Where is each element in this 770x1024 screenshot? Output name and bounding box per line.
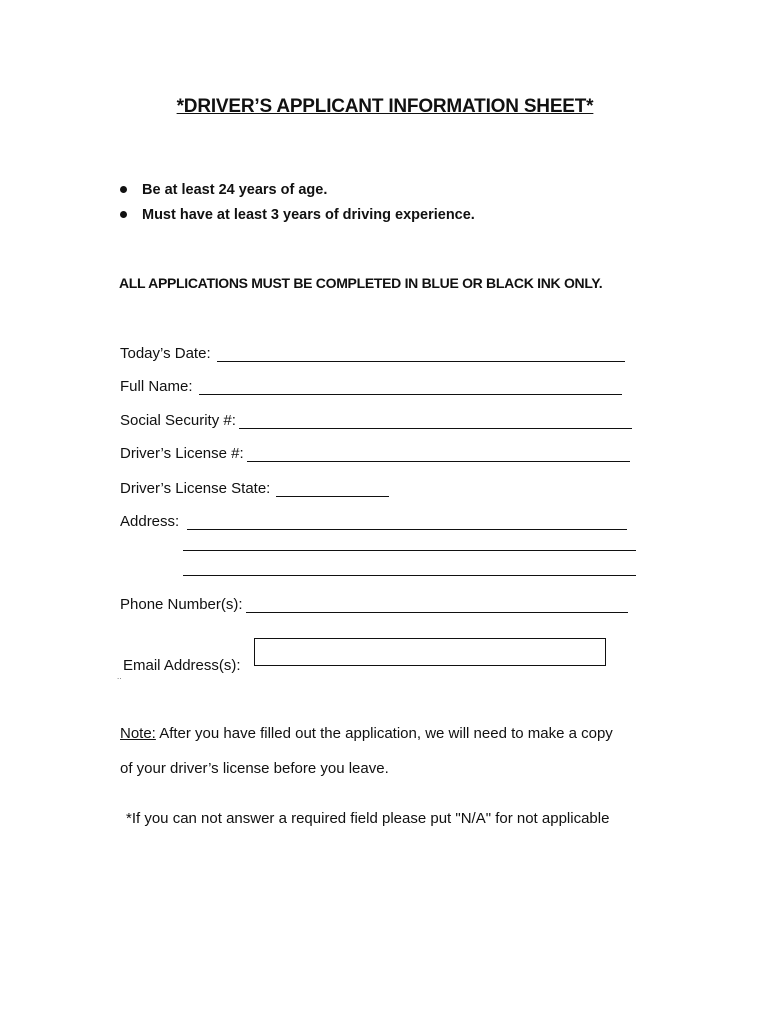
- note-line-1: [120, 725, 613, 742]
- address-field-line-1[interactable]: [187, 513, 627, 530]
- bullet-icon: [120, 186, 127, 193]
- footnote: *If you can not answer a required field please put "N/A" for not applicable: [126, 810, 610, 827]
- phone-row: [120, 593, 628, 613]
- ssn-row: [120, 409, 632, 429]
- ink-notice: ALL APPLICATIONS MUST BE COMPLETED IN BLUE OR BLACK INK ONLY.: [119, 275, 603, 291]
- address-field-line-2[interactable]: [183, 550, 636, 551]
- todays-date-field[interactable]: [217, 345, 625, 362]
- email-row: [123, 654, 241, 674]
- phone-label: Phone Number(s):: [120, 596, 243, 613]
- todays-date-row: [120, 342, 625, 362]
- bullet-icon: [120, 211, 127, 218]
- note-label: Note:: [120, 725, 156, 742]
- stray-mark: ..: [117, 672, 122, 681]
- page-title: *DRIVER’S APPLICANT INFORMATION SHEET*: [176, 96, 594, 117]
- requirements-list: [118, 180, 475, 230]
- full-name-label: Full Name:: [120, 378, 193, 395]
- email-label: Email Address(s):: [123, 657, 241, 674]
- license-state-field[interactable]: [276, 480, 389, 497]
- license-state-label: Driver’s License State:: [120, 480, 271, 497]
- license-number-label: Driver’s License #:: [120, 445, 244, 462]
- note-line-2: of your driver’s license before you leave.: [120, 760, 389, 777]
- todays-date-label: Today’s Date:: [120, 345, 211, 362]
- requirement-age: Be at least 24 years of age.: [142, 182, 328, 198]
- license-number-row: [120, 442, 630, 462]
- license-state-row: [120, 477, 389, 497]
- address-row: [120, 510, 627, 530]
- full-name-field[interactable]: [199, 378, 622, 395]
- license-number-field[interactable]: [247, 445, 630, 462]
- note-text: After you have filled out the application, we will need to make a copy: [155, 725, 613, 742]
- email-field[interactable]: [254, 638, 606, 666]
- ssn-field[interactable]: [239, 412, 632, 429]
- full-name-row: [120, 375, 622, 395]
- address-label: Address:: [120, 513, 180, 530]
- requirement-experience: Must have at least 3 years of driving experience.: [142, 207, 475, 223]
- address-field-line-3[interactable]: [183, 575, 636, 576]
- ssn-label: Social Security #:: [120, 412, 236, 429]
- list-item: [118, 205, 475, 230]
- phone-field[interactable]: [246, 596, 628, 613]
- list-item: [118, 180, 475, 205]
